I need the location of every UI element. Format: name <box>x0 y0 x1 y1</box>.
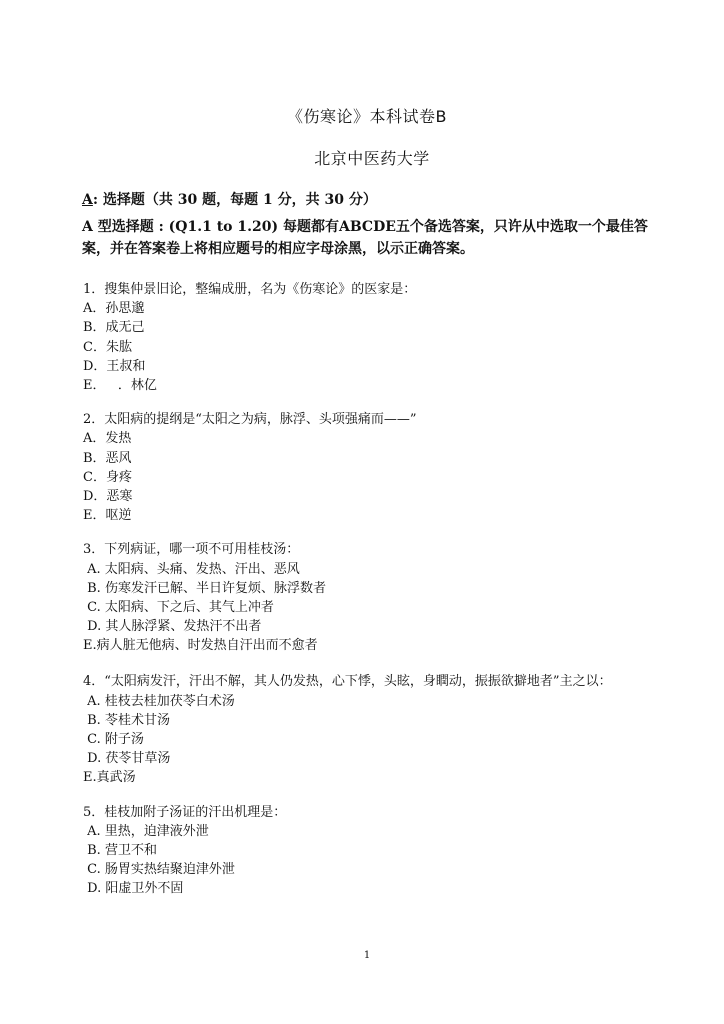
question-2 <box>83 410 653 525</box>
option-a: A．孙思邈 <box>83 301 145 317</box>
option-b: B. 伤寒发汗已解、半日许复烦、脉浮数者 <box>83 580 326 596</box>
question-5 <box>83 803 653 899</box>
question-list <box>83 280 653 914</box>
question-stem: 4．“太阳病发汗，汗出不解，其人仍发热，心下悸，头眩，身瞤动，振振欲擗地者”主之以： <box>83 673 612 689</box>
option-list <box>83 822 653 899</box>
section-heading <box>82 189 377 209</box>
option-list <box>83 429 653 525</box>
option-c: C. 太阳病、下之后、其气上冲者 <box>83 600 274 616</box>
section-instructions: A 型选择题 : (Q1.1 to 1.20) 每题都有ABCDE五个备选答案，只许从中选取一个最佳答案，并在答案卷上将相应题号的相应字母涂黑，以示正确答案。 <box>82 219 648 257</box>
question-3 <box>83 540 653 655</box>
option-e: E．呕逆 <box>83 508 132 524</box>
question-4 <box>83 671 653 788</box>
option-e: E.病人脏无他病、时发热自汗出而不愈者 <box>83 638 318 654</box>
option-d: D．恶寒 <box>83 489 133 505</box>
institution-name: 北京中医药大学 <box>314 149 430 168</box>
option-a: A．发热 <box>83 431 132 447</box>
question-stem: 1．搜集仲景旧论，整编成册，名为《伤寒论》的医家是： <box>83 282 417 297</box>
option-b: B．恶风 <box>83 450 132 466</box>
question-stem: 3．下列病证，哪一项不可用桂枝汤： <box>83 542 300 558</box>
option-c: C. 附子汤 <box>83 732 144 748</box>
option-b: B. 营卫不和 <box>83 843 157 859</box>
section-heading-text: : 选择题（共 30 题，每题 1 分，共 30 分） <box>92 192 377 208</box>
option-d: D．王叔和 <box>83 358 146 374</box>
page-number: 1 <box>363 950 371 961</box>
option-b: B. 苓桂术甘汤 <box>83 712 170 728</box>
option-d: D. 其人脉浮紧、发热汗不出者 <box>83 619 262 635</box>
option-d: D. 阳虚卫外不固 <box>83 881 184 897</box>
option-a: A. 桂枝去桂加茯苓白术汤 <box>83 693 235 709</box>
option-c: C. 肠胃实热结聚迫津外泄 <box>83 862 235 878</box>
question-stem: 5．桂枝加附子汤证的汗出机理是： <box>83 804 287 820</box>
option-a: A. 里热，迫津液外泄 <box>83 823 209 839</box>
section-label: A <box>82 192 93 208</box>
option-d: D. 茯苓甘草汤 <box>83 751 171 767</box>
option-list <box>83 692 653 788</box>
question-stem: 2．太阳病的提纲是“太阳之为病，脉浮、头项强痛而——” <box>83 412 417 428</box>
exam-title: 《伤寒论》本科试卷B <box>287 107 447 126</box>
question-1 <box>83 280 653 395</box>
option-b: B．成无己 <box>83 320 145 336</box>
option-c: C．身疼 <box>83 469 132 485</box>
option-e: E． ．林亿 <box>83 378 157 394</box>
option-a: A. 太阳病、头痛、发热、汗出、恶风 <box>83 561 300 577</box>
option-list <box>83 299 653 395</box>
option-c: C．朱肱 <box>83 339 132 355</box>
option-list <box>83 560 653 656</box>
option-e: E.真武汤 <box>83 770 136 786</box>
